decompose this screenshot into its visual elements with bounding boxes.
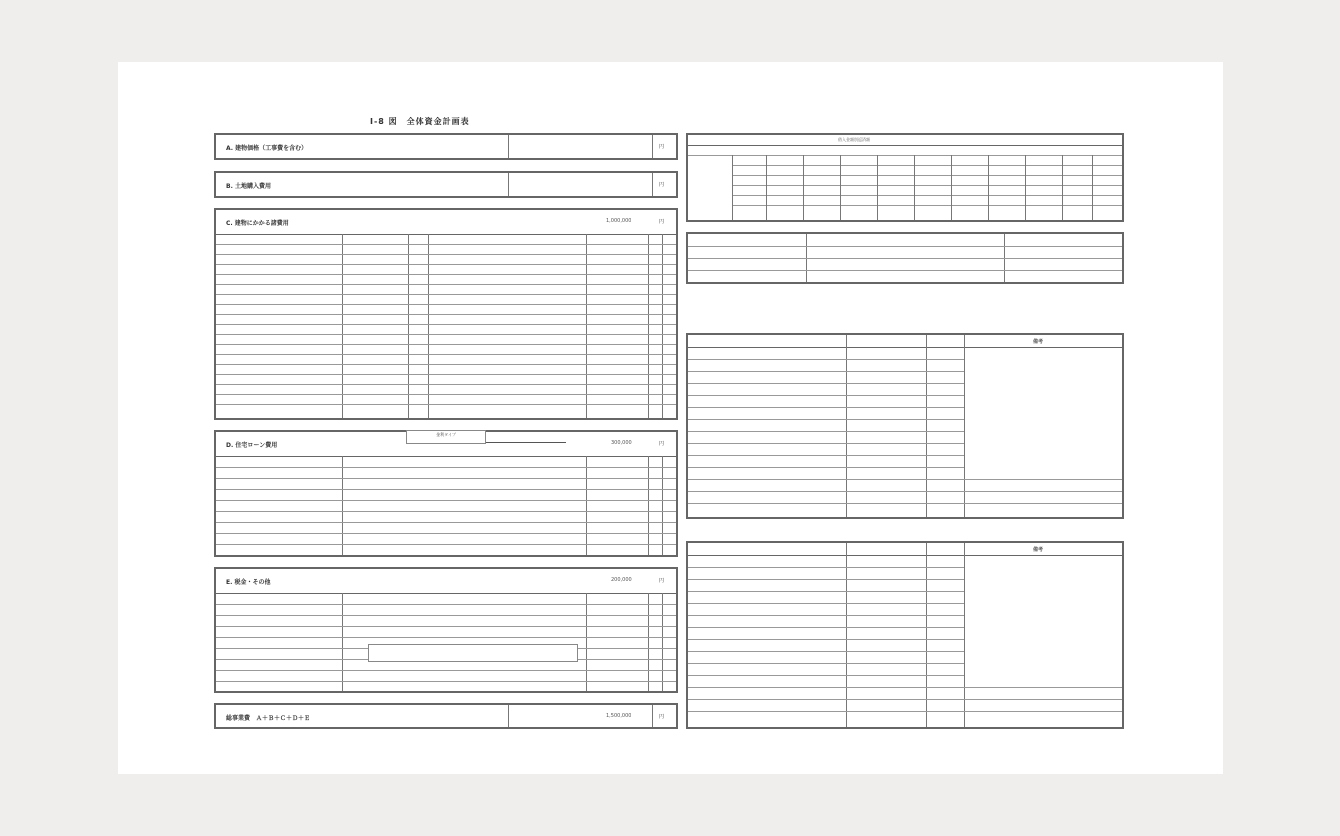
loan-table: [686, 133, 1124, 222]
section-e-box: [214, 567, 678, 693]
section-c-label: C. 建物にかかる諸費用: [226, 220, 289, 227]
section-c-unit: 円: [659, 219, 665, 225]
section-b-label: B. 土地購入費用: [226, 183, 271, 190]
section-e-label: E. 税金・その他: [226, 579, 271, 586]
loan-table-title: 借入金額別返済額: [838, 137, 870, 142]
section-e-note: [368, 644, 578, 662]
section-a-unit: 円: [659, 144, 665, 150]
section-d-label: D. 住宅ローン費用: [226, 442, 278, 449]
section-c-total: 1,000,000: [606, 218, 632, 224]
grand-total-unit: 円: [659, 714, 665, 720]
section-c-box: [214, 208, 678, 420]
section-e-total: 200,000: [611, 577, 632, 583]
section-d-callout: 金利タイプ: [406, 430, 486, 444]
section-a-label: A. 建物価格（工事費を含む）: [226, 145, 308, 152]
section-d-box: [214, 430, 678, 557]
detail-table-2: [686, 541, 1124, 729]
section-d-unit: 円: [659, 441, 665, 447]
grand-total-box: [214, 703, 678, 729]
section-b-box: [214, 171, 678, 198]
detail-table-2-header: 備考: [1033, 547, 1044, 553]
document-title: Ⅰ-8 図 全体資金計画表: [370, 117, 470, 126]
grand-total-value: 1,500,000: [606, 713, 632, 719]
grand-total-label: 総事業費 Ａ＋Ｂ＋Ｃ＋Ｄ＋Ｅ: [226, 715, 311, 722]
detail-table-1-header: 備考: [1033, 339, 1044, 345]
section-d-total: 300,000: [611, 440, 632, 446]
section-a-box: [214, 133, 678, 160]
summary-table: [686, 232, 1124, 284]
section-e-unit: 円: [659, 578, 665, 584]
section-b-unit: 円: [659, 182, 665, 188]
detail-table-1: [686, 333, 1124, 519]
